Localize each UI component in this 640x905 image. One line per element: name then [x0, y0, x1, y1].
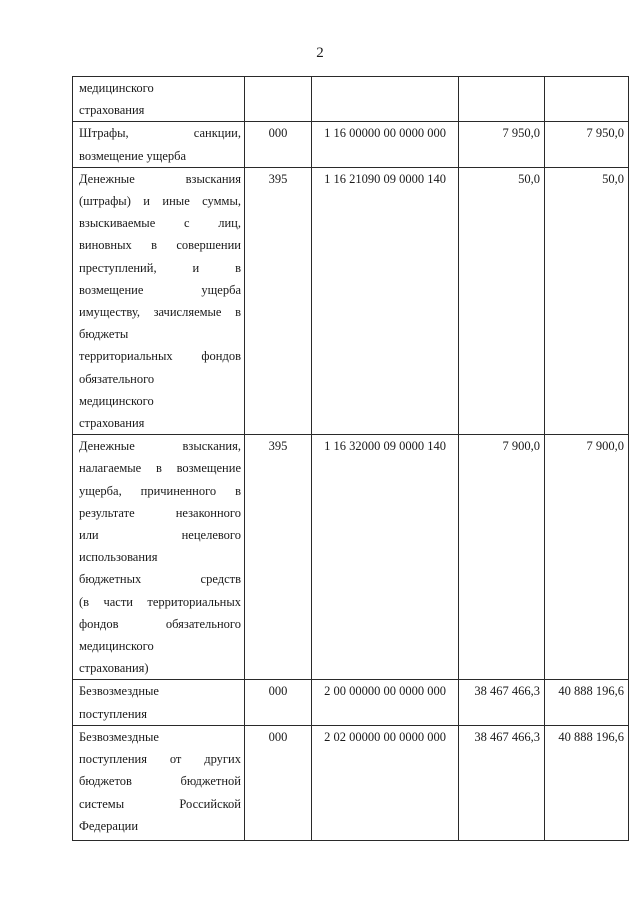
cell-kbk-code: 2 02 00000 00 0000 000: [312, 725, 459, 840]
name-line: Безвозмездные: [79, 684, 159, 699]
name-line: налагаемые в возмещение: [79, 461, 241, 476]
name-line: Штрафы, санкции,: [79, 126, 241, 141]
cell-value-1: 50,0: [459, 167, 545, 434]
cell-name: [73, 725, 245, 840]
name-line: или нецелевого: [79, 528, 241, 543]
cell-value-2: 50,0: [545, 167, 629, 434]
name-line: поступления: [79, 706, 147, 721]
cell-value-1: [459, 77, 545, 122]
name-line: результате незаконного: [79, 505, 241, 520]
cell-kbk-code: 1 16 21090 09 0000 140: [312, 167, 459, 434]
cell-value-2: 7 900,0: [545, 435, 629, 680]
cell-value-2: 40 888 196,6: [545, 680, 629, 725]
name-line: ущерба, причиненного в: [79, 483, 241, 498]
name-line: преступлений, и в: [79, 260, 241, 275]
name-line: (штрафы) и иные суммы,: [79, 194, 241, 209]
page-number: 2: [316, 45, 324, 61]
cell-admin-code: 000: [245, 725, 312, 840]
cell-admin-code: 000: [245, 122, 312, 167]
name-line: возмещение ущерба: [79, 148, 187, 163]
cell-kbk-code: 2 00 00000 00 0000 000: [312, 680, 459, 725]
cell-kbk-code: 1 16 00000 00 0000 000: [312, 122, 459, 167]
cell-value-1: 7 900,0: [459, 435, 545, 680]
table-body: [73, 77, 629, 841]
name-line: возмещение ущерба: [79, 282, 241, 297]
name-line: Денежные взыскания: [79, 171, 241, 186]
name-line: взыскиваемые с лиц,: [79, 216, 241, 231]
name-line: территориальных фондов: [79, 349, 241, 364]
name-line: страхования): [79, 661, 149, 676]
name-line: использования: [79, 550, 158, 565]
table-row: [73, 77, 629, 122]
name-line: Безвозмездные: [79, 729, 159, 744]
name-line: бюджеты: [79, 327, 129, 342]
cell-value-2: 40 888 196,6: [545, 725, 629, 840]
cell-kbk-code: 1 16 32000 09 0000 140: [312, 435, 459, 680]
cell-value-2: 7 950,0: [545, 122, 629, 167]
name-line: имуществу, зачисляемые в: [79, 305, 241, 320]
cell-value-1: 38 467 466,3: [459, 680, 545, 725]
name-line: медицинского: [79, 81, 154, 95]
table-row: [73, 680, 629, 725]
name-line: (в части территориальных: [79, 594, 241, 609]
name-line: обязательного: [79, 371, 155, 386]
cell-admin-code: 000: [245, 680, 312, 725]
name-line: страхования: [79, 416, 145, 431]
name-line: виновных в совершении: [79, 238, 241, 253]
name-line: поступления от других: [79, 752, 241, 767]
table-row: [73, 122, 629, 167]
cell-name: [73, 680, 245, 725]
cell-value-2: [545, 77, 629, 122]
name-line: системы Российской: [79, 796, 241, 811]
name-line: Федерации: [79, 818, 139, 833]
cell-admin-code: [245, 77, 312, 122]
revenue-table: [72, 76, 629, 841]
cell-admin-code: 395: [245, 435, 312, 680]
cell-kbk-code: [312, 77, 459, 122]
cell-value-1: 7 950,0: [459, 122, 545, 167]
cell-name: [73, 77, 245, 122]
name-line: бюджетных средств: [79, 572, 241, 587]
cell-name: [73, 167, 245, 434]
cell-admin-code: 395: [245, 167, 312, 434]
table-row: [73, 167, 629, 434]
table-row: [73, 435, 629, 680]
name-line: страхования: [79, 103, 145, 118]
cell-name: [73, 122, 245, 167]
name-line: Денежные взыскания,: [79, 439, 241, 454]
name-line: медицинского: [79, 393, 154, 408]
name-line: медицинского: [79, 639, 154, 654]
name-line: фондов обязательного: [79, 616, 241, 631]
cell-value-1: 38 467 466,3: [459, 725, 545, 840]
cell-name: [73, 435, 245, 680]
name-line: бюджетов бюджетной: [79, 774, 241, 789]
table-row: [73, 725, 629, 840]
